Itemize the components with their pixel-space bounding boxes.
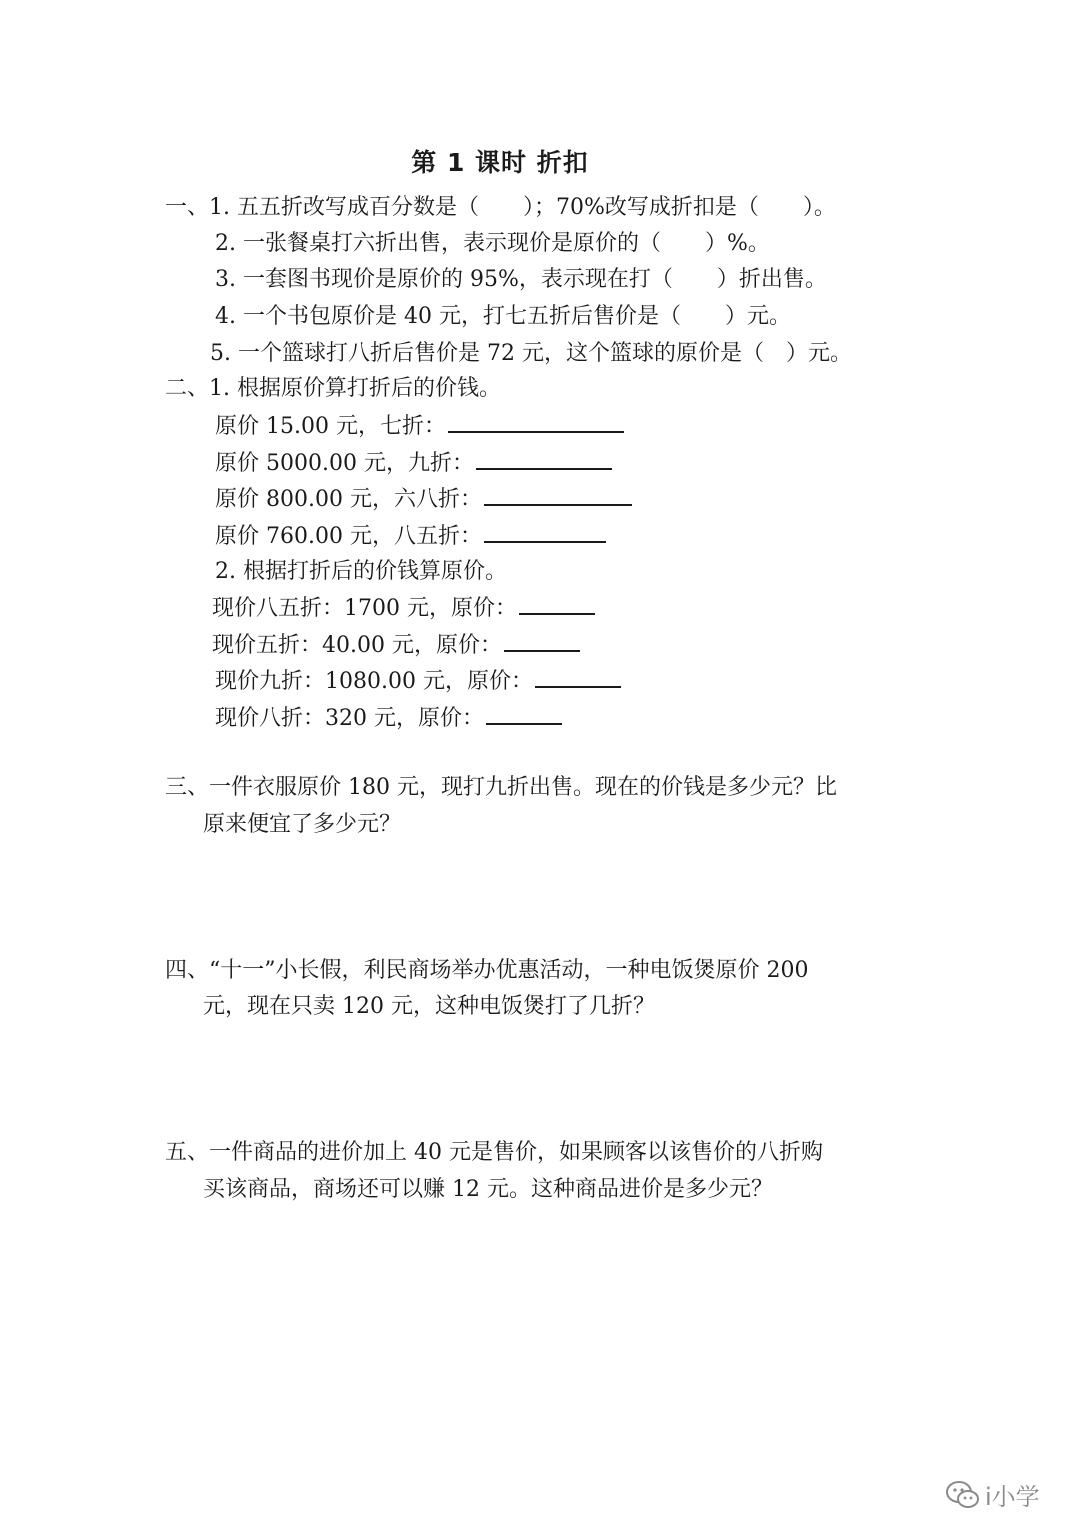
page-title: 第 1 课时 折扣 bbox=[411, 148, 589, 177]
question-5-line-2: 买该商品，商场还可以赚 12 元。这种商品进价是多少元？ bbox=[203, 1177, 773, 1202]
question-1-4: 4. 一个书包原价是 40 元，打七五折后售价是（ ）元。 bbox=[215, 304, 791, 329]
calc-item-label: 现价八五折：1700 元，原价： bbox=[212, 596, 517, 621]
calc-item bbox=[212, 593, 595, 624]
calc-item-label: 现价八折：320 元，原价： bbox=[215, 706, 484, 731]
calc-item-label: 原价 800.00 元，六八折： bbox=[215, 487, 482, 512]
calc-item-label: 原价 760.00 元，八五折： bbox=[215, 524, 482, 549]
calc-item-label: 原价 15.00 元，七折： bbox=[215, 414, 446, 439]
watermark-text: i小学 bbox=[985, 1483, 1040, 1511]
question-5-line-1: 五、一件商品的进价加上 40 元是售价，如果顾客以该售价的八折购 bbox=[165, 1140, 823, 1165]
calc-item bbox=[215, 484, 632, 515]
calc-item bbox=[215, 448, 612, 479]
question-4-line-1: 四、“十一”小长假，利民商场举办优惠活动，一种电饭煲原价 200 bbox=[165, 958, 809, 983]
question-1-2: 2. 一张餐桌打六折出售，表示现价是原价的（ ）%。 bbox=[215, 231, 770, 256]
answer-blank[interactable] bbox=[484, 521, 606, 543]
question-3-line-1: 三、一件衣服原价 180 元，现打九折出售。现在的价钱是多少元？比 bbox=[165, 775, 837, 800]
question-1-5: 5. 一个篮球打八折后售价是 72 元，这个篮球的原价是（ ）元。 bbox=[210, 341, 852, 366]
question-1-3: 3. 一套图书现价是原价的 95%，表示现在打（ ）折出售。 bbox=[215, 267, 827, 292]
calc-item bbox=[215, 411, 624, 442]
calc-item bbox=[215, 666, 621, 697]
calc-item bbox=[212, 630, 580, 661]
calc-item-label: 原价 5000.00 元，九折： bbox=[215, 451, 474, 476]
question-3-line-2: 原来便宜了多少元？ bbox=[203, 812, 402, 837]
answer-blank[interactable] bbox=[476, 448, 612, 470]
calc-item-label: 现价九折：1080.00 元，原价： bbox=[215, 669, 533, 694]
answer-blank[interactable] bbox=[519, 593, 595, 615]
question-4-line-2: 元，现在只卖 120 元，这种电饭煲打了几折？ bbox=[203, 994, 655, 1019]
answer-blank[interactable] bbox=[486, 703, 562, 725]
calc-item bbox=[215, 703, 562, 734]
question-1-1: 一、1. 五五折改写成百分数是（ ）；70%改写成折扣是（ ）。 bbox=[165, 195, 836, 220]
section-2-subheading: 2. 根据打折后的价钱算原价。 bbox=[215, 559, 507, 584]
answer-blank[interactable] bbox=[504, 630, 580, 652]
answer-blank[interactable] bbox=[484, 484, 632, 506]
answer-blank[interactable] bbox=[535, 666, 621, 688]
answer-blank[interactable] bbox=[448, 411, 624, 433]
wechat-icon bbox=[945, 1480, 981, 1510]
calc-item-label: 现价五折：40.00 元，原价： bbox=[212, 633, 502, 658]
calc-item bbox=[215, 521, 606, 552]
section-2-heading: 二、1. 根据原价算打折后的价钱。 bbox=[165, 376, 501, 401]
watermark bbox=[945, 1477, 1040, 1512]
